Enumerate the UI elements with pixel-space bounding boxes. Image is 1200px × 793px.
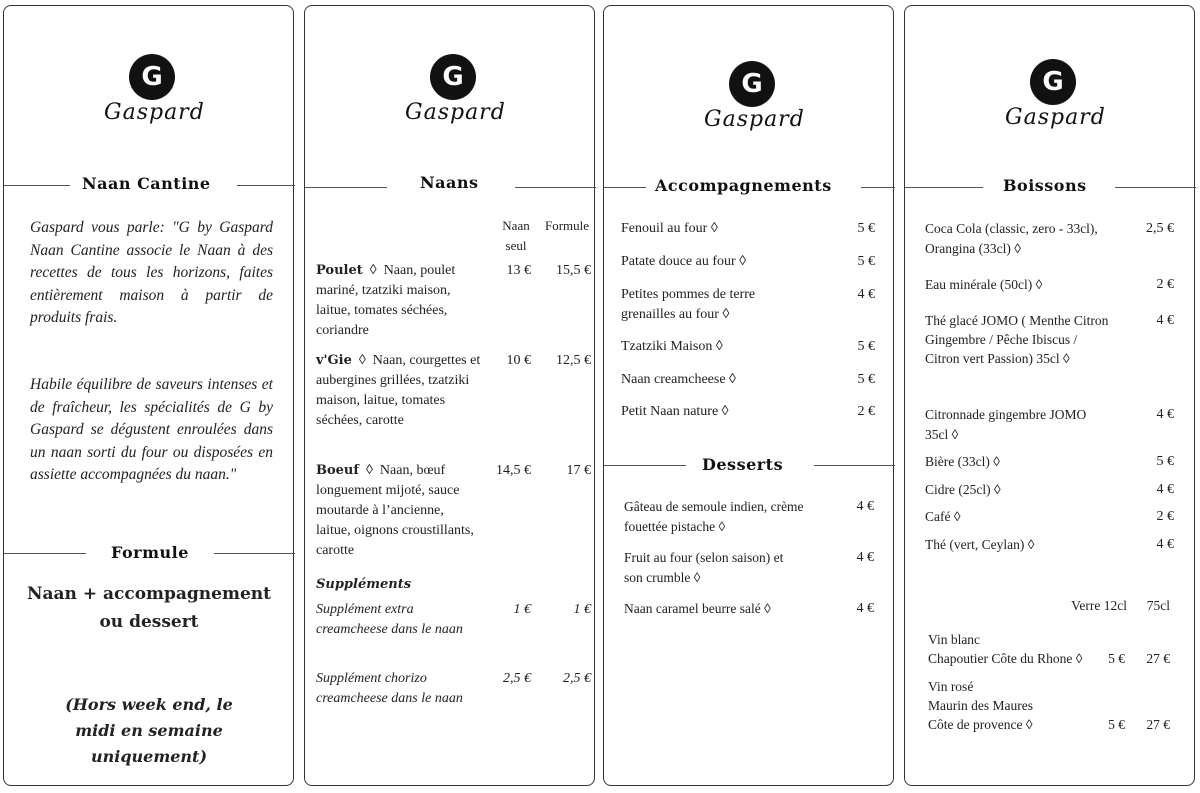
formule-rule-right (214, 553, 295, 554)
wine-name: Maurin des Maures (928, 698, 1033, 713)
item-price: 2 € (1156, 277, 1174, 292)
item-price: 2,5 € (1146, 221, 1174, 236)
item-price: 2 € (1156, 509, 1174, 524)
item-name: v'Gie (316, 353, 352, 368)
item-marker: ◊ (358, 353, 366, 368)
formule-note: (Hors week end, le midi en semaine uniquement) (65, 695, 233, 766)
naan-item-poulet (316, 261, 481, 341)
item-desc-rest: longuement mijoté, sauce moutarde à l’ancienne, laitue, oignons croustillants, carotte (316, 483, 474, 558)
desserts-rule-right (814, 465, 895, 466)
wine-price-bottle: 27 € (1146, 717, 1170, 732)
price-formule: 1 € (573, 602, 591, 617)
price-formule: 12,5 € (556, 353, 591, 368)
item-desc: Naan, (372, 353, 406, 368)
wine-price-verre: 5 € (1108, 717, 1125, 732)
boisson-item: Eau minérale (50cl) ◊ (925, 277, 1043, 292)
gaspard-logo (104, 54, 204, 138)
price-formule: 15,5 € (556, 263, 591, 278)
item-desc: Naan, bœuf (379, 463, 446, 478)
item-marker: ◊ (369, 263, 377, 278)
item-price: 4 € (857, 287, 875, 302)
item-price: 5 € (857, 221, 875, 236)
logo-wordmark: Gaspard (1005, 105, 1106, 130)
column-header-formule: Formule (544, 218, 590, 233)
logo-initial: G (741, 69, 763, 99)
logo-initial: G (1042, 67, 1064, 97)
boisson-item: Bière (33cl) ◊ (925, 454, 1000, 469)
logo-wordmark: Gaspard (405, 100, 506, 125)
logo-initial: G (141, 62, 163, 92)
title-rule-right (861, 187, 895, 188)
item-price: 4 € (856, 601, 874, 616)
item-price: 4 € (1156, 482, 1174, 497)
title-rule-left (905, 187, 983, 188)
panel-boissons (904, 5, 1195, 786)
wine-column-bottle: 75cl (1146, 598, 1170, 613)
boisson-item: Cidre (25cl) ◊ (925, 482, 1001, 497)
wine-type: Vin blanc (928, 632, 981, 647)
supplement-item: Supplément chorizo creamcheese dans le naan (316, 671, 463, 706)
price-seul: 10 € (506, 353, 531, 368)
item-price: 4 € (1156, 537, 1174, 552)
logo-disc (729, 61, 775, 107)
title-rule-right (1115, 187, 1196, 188)
price-seul: 1 € (513, 602, 531, 617)
accompagnement-item: Naan creamcheese ◊ (621, 372, 736, 387)
wine-price-verre: 5 € (1108, 651, 1125, 666)
wine-column-verre: Verre 12cl (1071, 598, 1127, 613)
logo-wordmark: Gaspard (104, 100, 205, 125)
item-desc-rest: courgettes et aubergines grillées, tzatziki maison, laitue, tomates séchées, carotte (316, 353, 481, 428)
item-price: 4 € (1156, 313, 1174, 328)
dessert-item: Naan caramel beurre salé ◊ (624, 601, 771, 616)
boisson-item: Café ◊ (925, 509, 961, 524)
boisson-item: Coca Cola (classic, zero - 33cl), Orangina (33cl) ◊ (925, 221, 1098, 256)
desserts-rule-left (604, 465, 686, 466)
logo-wordmark: Gaspard (704, 107, 805, 132)
item-price: 4 € (856, 550, 874, 565)
logo-disc (129, 54, 175, 100)
section-title-naans: Naans (420, 173, 479, 192)
naan-item-vgie (316, 351, 481, 431)
accompagnement-item: Fenouil au four ◊ (621, 221, 718, 236)
title-rule-left (4, 185, 70, 186)
gaspard-logo (405, 54, 505, 138)
section-title-boissons: Boissons (1003, 176, 1087, 195)
price-seul: 14,5 € (496, 463, 531, 478)
supplements-heading: Suppléments (316, 577, 412, 592)
accompagnement-item: Tzatziki Maison ◊ (621, 339, 723, 354)
logo-initial: G (442, 62, 464, 92)
item-name: Boeuf (316, 463, 359, 478)
price-seul: 2,5 € (503, 671, 531, 686)
item-price: 4 € (856, 499, 874, 514)
intro-paragraph-2: Habile équilibre de saveurs intenses et de fraîcheur, les spécialités de G by Gaspard se dégustent enroulées dans un naan sorti du four ou disposées en assiette accompagnées du naan." (30, 376, 273, 483)
accompagnement-item: Patate douce au four ◊ (621, 254, 747, 269)
gaspard-logo (1005, 59, 1105, 143)
logo-disc (430, 54, 476, 100)
section-title-naan-cantine: Naan Cantine (82, 174, 211, 193)
supplement-item: Supplément extra creamcheese dans le naan (316, 602, 463, 637)
section-title-desserts: Desserts (702, 455, 784, 474)
accompagnement-item: Petites pommes de terre grenailles au four ◊ (621, 287, 756, 322)
accompagnement-item: Petit Naan nature ◊ (621, 404, 729, 419)
title-rule-right (515, 187, 596, 188)
item-price: 4 € (1156, 407, 1174, 422)
boisson-item: Thé glacé JOMO ( Menthe Citron Gingembre / Pêche Ibiscus / Citron vert Passion) 35cl ◊ (925, 313, 1109, 366)
dessert-item: Gâteau de semoule indien, crème fouettée pistache ◊ (624, 499, 804, 534)
wine-name-2: Côte de provence ◊ (928, 717, 1033, 732)
column-header-naan-seul: Naan seul (502, 218, 530, 253)
item-desc: Naan, (383, 263, 417, 278)
boisson-item: Citronnade gingembre JOMO 35cl ◊ (925, 407, 1087, 442)
item-price: 5 € (857, 254, 875, 269)
boisson-item: Thé (vert, Ceylan) ◊ (925, 537, 1035, 552)
title-rule-left (604, 187, 646, 188)
section-title-accompagnements: Accompagnements (655, 176, 832, 195)
section-title-formule: Formule (111, 543, 189, 562)
title-rule-right (237, 185, 295, 186)
item-marker: ◊ (365, 463, 373, 478)
price-seul: 13 € (506, 263, 531, 278)
naan-item-boeuf (316, 461, 481, 561)
item-price: 5 € (1156, 454, 1174, 469)
wine-type: Vin rosé (928, 679, 974, 694)
wine-name: Chapoutier Côte du Rhone ◊ (928, 651, 1083, 666)
wine-price-bottle: 27 € (1146, 651, 1170, 666)
title-rule-left (305, 187, 387, 188)
intro-paragraph: Gaspard vous parle: "G by Gaspard Naan Cantine associe le Naan à des recettes de tous les horizons, faites entièrement maison à partir de produits frais. (30, 219, 273, 326)
formule-rule-left (4, 553, 86, 554)
panel-naans (304, 5, 595, 786)
gaspard-logo (704, 61, 804, 145)
logo-disc (1030, 59, 1076, 105)
panel-naan-cantine (3, 5, 294, 786)
formule-text: Naan + accompagnement ou dessert (26, 584, 272, 632)
item-price: 5 € (857, 339, 875, 354)
price-formule: 17 € (566, 463, 591, 478)
price-formule: 2,5 € (563, 671, 591, 686)
item-price: 5 € (857, 372, 875, 387)
panel-accompagnements (603, 5, 894, 786)
dessert-item: Fruit au four (selon saison) et son crumble ◊ (624, 550, 784, 585)
item-price: 2 € (857, 404, 875, 419)
item-name: Poulet (316, 263, 363, 278)
item-desc-rest: poulet mariné, tzatziki maison, laitue, tomates séchées, coriandre (316, 263, 456, 338)
